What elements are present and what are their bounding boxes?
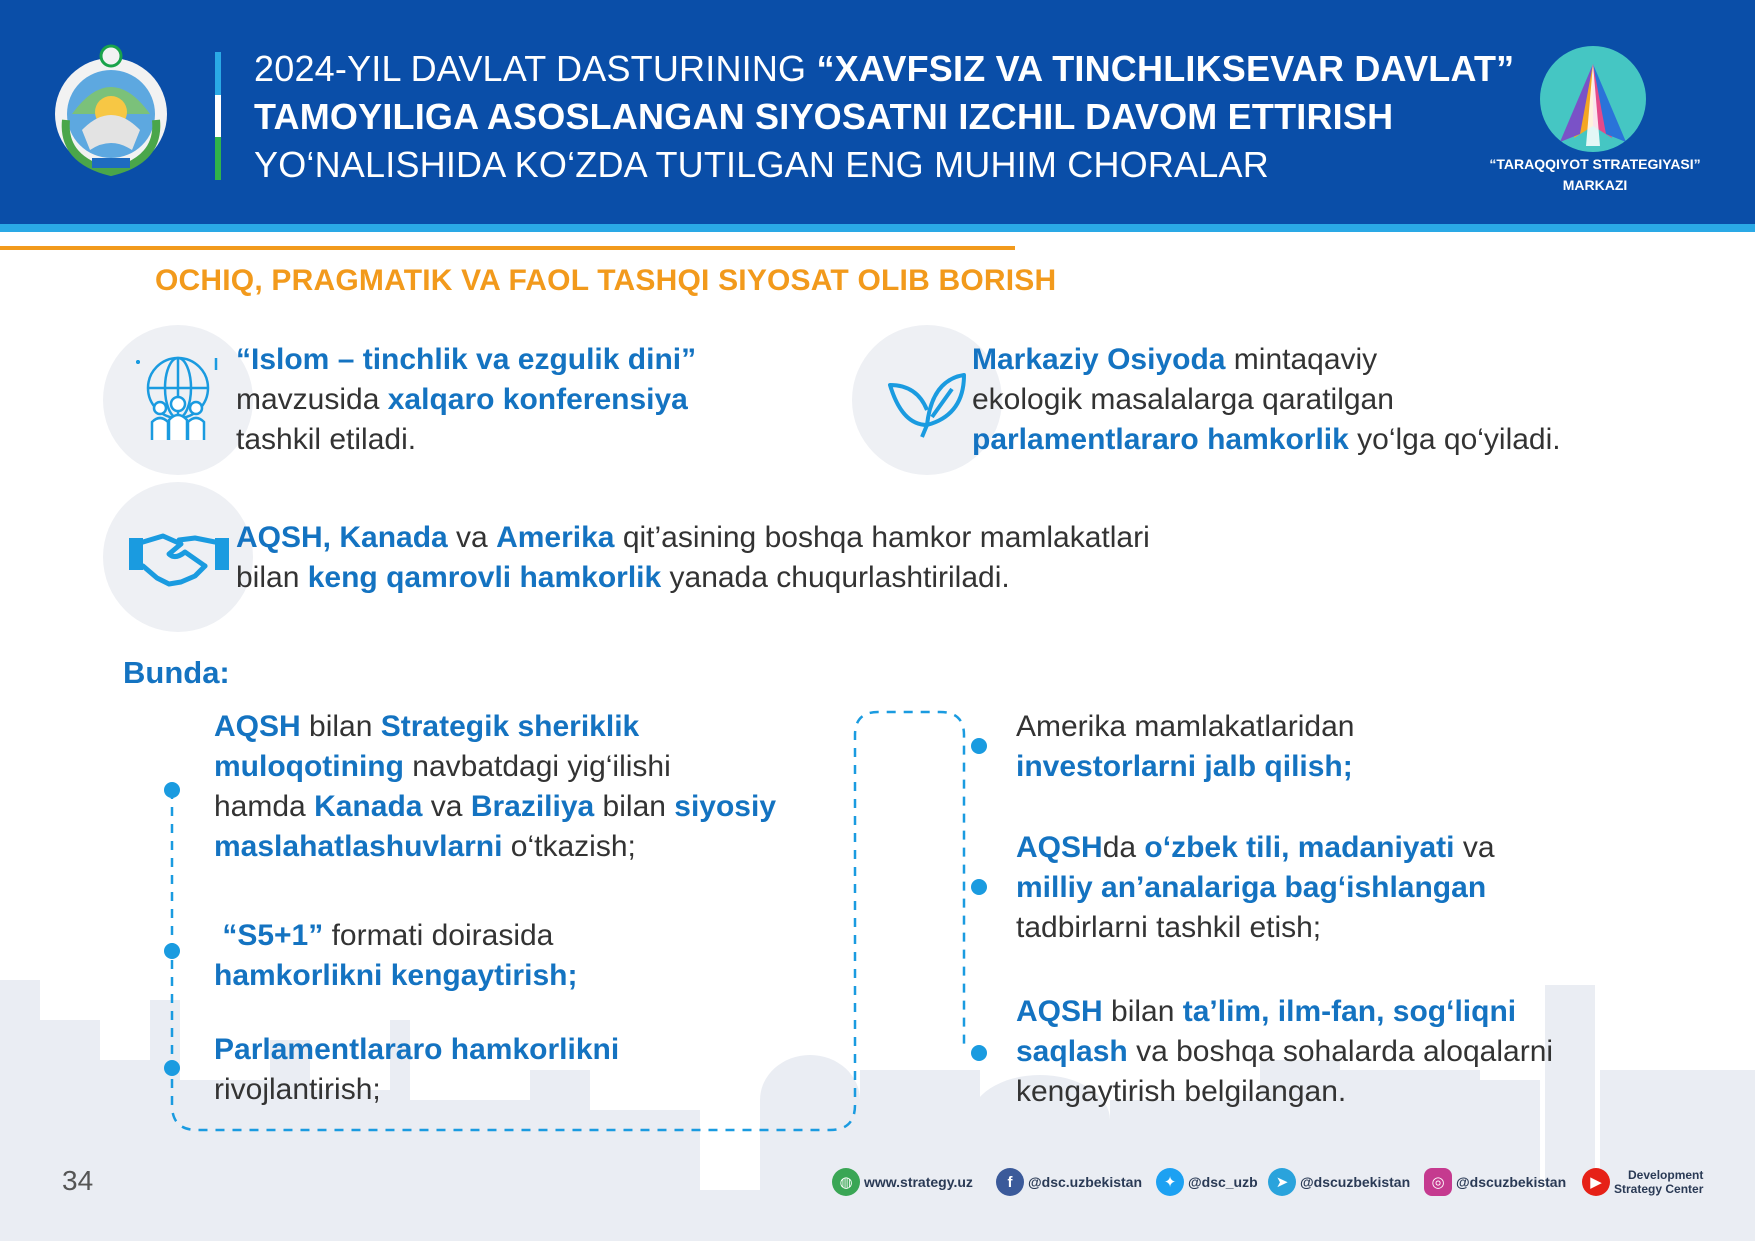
header-title-line-2: TAMOYILIGA ASOSLANGAN SIYOSATNI IZCHIL DAVOM ETTIRISH: [254, 96, 1394, 137]
bullet-dot: [971, 738, 987, 754]
twitter-link[interactable]: ✦ @dsc_uzb: [1156, 1166, 1258, 1198]
globe-people-icon: [128, 350, 228, 450]
header-divider: [215, 52, 221, 180]
bunda-right-item-1: Amerika mamlakatlaridan investorlarni jalb qilish;: [1016, 710, 1355, 783]
instagram-icon: ◎: [1424, 1168, 1452, 1196]
twitter-icon: ✦: [1156, 1168, 1184, 1196]
bunda-right-item-3: AQSH bilan ta’lim, ilm-fan, sog‘liqni saqlash va boshqa sohalarda aloqalarni kengaytirish belgilangan.: [1016, 995, 1554, 1108]
handshake-icon: [129, 522, 229, 592]
item-2-text: Markaziy Osiyoda mintaqaviy ekologik masalalarga qaratilgan parlamentlararo hamkorlik yo‘lga qo‘yiladi.: [972, 343, 1561, 456]
item-3-icon-bg: [103, 482, 253, 632]
page-number: 34: [62, 1165, 94, 1196]
item-1-icon-bg: [103, 325, 253, 475]
header-strip: [0, 224, 1755, 232]
dsc-logo-caption: “TARAQQIYOT STRATEGIYASI” MARKAZI: [1489, 156, 1701, 193]
state-emblem-icon: [52, 40, 170, 180]
bullet-dot: [164, 1060, 180, 1076]
bunda-right-item-2: AQSHda o‘zbek tili, madaniyati va milliy an’analariga bag‘ishlangan tadbirlarni tashkil etish;: [1016, 831, 1495, 944]
leaf-icon: [882, 355, 972, 445]
bunda-label: Bunda:: [123, 655, 230, 690]
telegram-icon: ➤: [1268, 1168, 1296, 1196]
bunda-left-item-1: AQSH bilan Strategik sheriklik muloqotining navbatdagi yig‘ilishi hamda Kanada va Braziliya bilan siyosiy maslahatlashuvlarni o‘tkazish;: [214, 710, 777, 863]
facebook-link[interactable]: f @dsc.uzbekistan: [996, 1166, 1142, 1198]
youtube-brand[interactable]: ▶ Development Strategy Center: [1582, 1166, 1703, 1198]
telegram-link[interactable]: ➤ @dscuzbekistan: [1268, 1166, 1410, 1198]
instagram-link[interactable]: ◎ @dscuzbekistan: [1424, 1166, 1566, 1198]
header-title-line-3: YO‘NALISHIDA KO‘ZDA TUTILGAN ENG MUHIM CHORALAR: [254, 144, 1269, 185]
item-3-text: AQSH, Kanada va Amerika qit’asining boshqa hamkor mamlakatlari bilan keng qamrovli hamkorlik yanada chuqurlashtiriladi.: [236, 521, 1150, 594]
dsc-logo-icon: [1540, 46, 1646, 152]
section-title: OCHIQ, PRAGMATIK VA FAOL TASHQI SIYOSAT OLIB BORISH: [155, 264, 1057, 297]
header-title-line-1: 2024-YIL DAVLAT DASTURINING “XAVFSIZ VA TINCHLIKSEVAR DAVLAT”: [254, 48, 1515, 89]
globe-icon: ◍: [832, 1168, 860, 1196]
bullet-dot: [971, 1045, 987, 1061]
section-rule: [0, 246, 1015, 250]
bunda-left-item-2: “S5+1” formati doirasida hamkorlikni kengaytirish;: [214, 919, 578, 992]
bullet-dot: [164, 782, 180, 798]
facebook-icon: f: [996, 1168, 1024, 1196]
website-link[interactable]: ◍ www.strategy.uz: [832, 1166, 973, 1198]
bullet-dot: [164, 943, 180, 959]
bunda-left-item-3: Parlamentlararo hamkorlikni rivojlantirish;: [214, 1033, 620, 1106]
item-1-text: “Islom – tinchlik va ezgulik dini” mavzusida xalqaro konferensiya tashkil etiladi.: [236, 343, 697, 456]
youtube-icon: ▶: [1582, 1168, 1610, 1196]
bullet-dot: [971, 879, 987, 895]
